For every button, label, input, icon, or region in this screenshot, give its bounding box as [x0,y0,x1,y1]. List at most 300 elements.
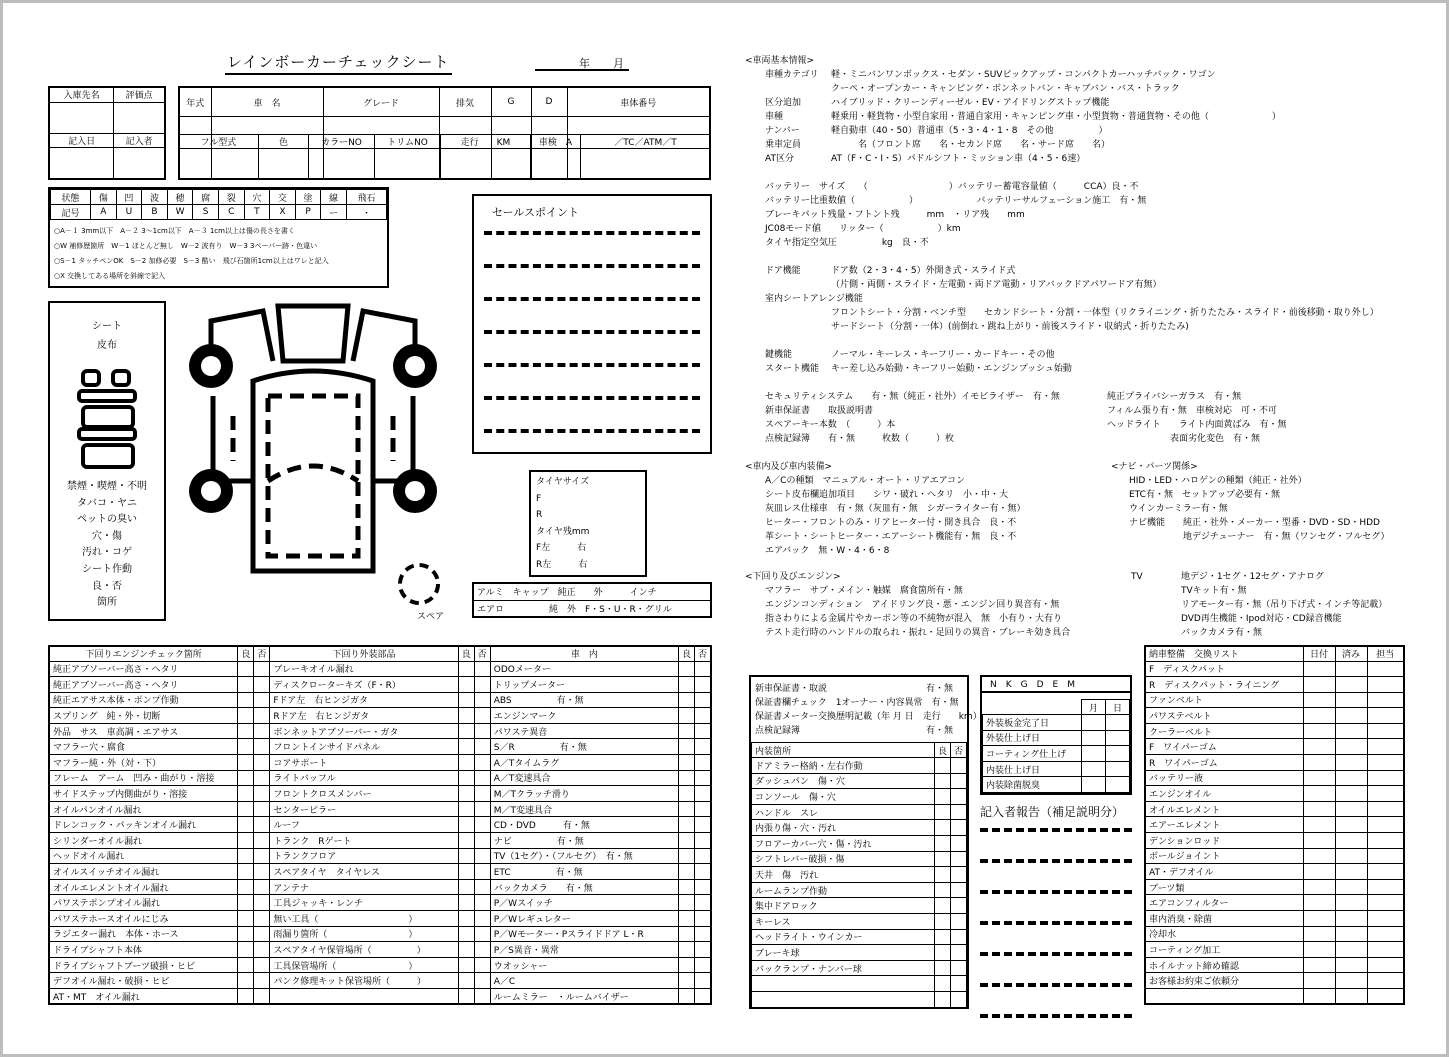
bad-box[interactable] [474,879,490,895]
done-box[interactable] [1335,661,1367,677]
staff-box[interactable] [1367,879,1404,895]
bad-box[interactable] [254,692,270,708]
good-box[interactable] [678,864,694,880]
mileage-field[interactable] [441,149,531,180]
done-box[interactable] [1335,770,1367,786]
day-box[interactable] [1106,761,1130,777]
interior-item [752,991,935,1007]
good-box[interactable] [238,911,254,927]
date-box[interactable] [1303,864,1335,880]
bad-box[interactable] [950,804,966,820]
bad-box[interactable] [254,911,270,927]
staff-box[interactable] [1367,895,1404,911]
good-box[interactable] [678,755,694,771]
good-box[interactable] [678,739,694,755]
good-box[interactable] [934,804,950,820]
trim-no-field[interactable] [375,149,441,180]
interior-item: ルームランプ作動 [752,882,935,898]
good-box[interactable] [678,708,694,724]
done-box[interactable] [1335,755,1367,771]
bad-box[interactable] [254,786,270,802]
good-box[interactable] [934,773,950,789]
good-box[interactable] [934,960,950,976]
good-box[interactable] [238,770,254,786]
bad-box[interactable] [694,848,711,864]
good-box[interactable] [934,758,950,774]
month-box[interactable] [1082,730,1106,746]
good-box[interactable] [238,786,254,802]
bad-box[interactable] [254,926,270,942]
write-line[interactable] [484,297,700,301]
bad-box[interactable] [950,867,966,883]
good-box[interactable] [238,817,254,833]
bad-box[interactable] [694,817,711,833]
bad-box[interactable] [254,879,270,895]
staff-box[interactable] [1367,817,1404,833]
bad-box[interactable] [254,755,270,771]
good-box[interactable] [934,945,950,961]
date-box[interactable] [1303,895,1335,911]
date-box[interactable] [1303,926,1335,942]
good-box[interactable] [238,833,254,849]
bad-box[interactable] [950,773,966,789]
staff-box[interactable] [1367,739,1404,755]
good-box[interactable] [238,973,254,989]
good-box[interactable] [458,957,474,973]
date-box[interactable] [1303,677,1335,693]
good-box[interactable] [934,913,950,929]
good-box[interactable] [934,898,950,914]
good-box[interactable] [458,692,474,708]
bad-box[interactable] [694,708,711,724]
good-box[interactable] [238,895,254,911]
bad-box[interactable] [950,991,966,1007]
staff-box[interactable] [1367,864,1404,880]
bad-box[interactable] [950,758,966,774]
good-box[interactable] [934,929,950,945]
bad-box[interactable] [474,848,490,864]
intake-field[interactable] [49,102,114,133]
bad-box[interactable] [694,755,711,771]
bad-box[interactable] [254,833,270,849]
bad-box[interactable] [694,864,711,880]
bad-box[interactable] [950,789,966,805]
good-box[interactable] [678,926,694,942]
bad-box[interactable] [254,957,270,973]
good-box[interactable] [238,723,254,739]
date-box[interactable] [1303,755,1335,771]
good-box[interactable] [458,661,474,677]
date-box[interactable] [1303,942,1335,958]
bad-box[interactable] [254,770,270,786]
transmission-label: ／TC／ATM／T [581,135,711,149]
date-box[interactable] [1303,661,1335,677]
good-box[interactable] [238,755,254,771]
good-box[interactable] [678,895,694,911]
day-box[interactable] [1106,777,1130,793]
good-box[interactable] [238,957,254,973]
good-box[interactable] [678,677,694,693]
bad-box[interactable] [694,879,711,895]
good-box[interactable] [458,817,474,833]
hood-outline [278,306,348,361]
inspection-field[interactable] [531,149,581,180]
date-box[interactable] [1303,739,1335,755]
good-box[interactable] [458,895,474,911]
bad-box[interactable] [694,801,711,817]
bad-box[interactable] [474,723,490,739]
staff-box[interactable] [1367,957,1404,973]
staff-box[interactable] [1367,677,1404,693]
good-box[interactable] [238,739,254,755]
bad-box[interactable] [474,755,490,771]
seat-label: ペットの臭い [77,514,137,526]
check-item: パワステホースオイルにじみ [49,911,238,927]
done-box[interactable] [1335,864,1367,880]
write-line[interactable] [484,231,700,235]
spare-label: スペア [417,612,445,622]
nkgdem-item: 外装仕上げ日 [983,730,1082,746]
write-line[interactable] [484,330,700,334]
sales-points-label: セールスポイント [492,206,580,219]
done-box[interactable] [1335,723,1367,739]
info-label: 鍵機能 [765,350,793,360]
bad-box[interactable] [254,708,270,724]
staff-box[interactable] [1367,770,1404,786]
bad-box[interactable] [694,833,711,849]
good-box[interactable] [678,817,694,833]
staff-box[interactable] [1367,911,1404,927]
good-box[interactable] [934,835,950,851]
good-box[interactable] [458,848,474,864]
code-cell: A [90,205,116,220]
date-box[interactable] [1303,879,1335,895]
write-line[interactable] [484,429,700,433]
tv-line: DVD再生機能・Ipod対応・CD録音機能 [1181,614,1342,624]
good-box[interactable] [458,755,474,771]
date-box[interactable] [1303,708,1335,724]
good-box[interactable] [934,882,950,898]
bad-box[interactable] [694,770,711,786]
good-box[interactable] [678,801,694,817]
bad-box[interactable] [474,692,490,708]
done-box[interactable] [1335,692,1367,708]
staff-box[interactable] [1367,708,1404,724]
date-box[interactable] [1303,911,1335,927]
good-box[interactable] [238,942,254,958]
done-box[interactable] [1335,988,1367,1004]
date-box[interactable] [1303,833,1335,849]
check-item: マフラー純・外（対・下） [49,755,238,771]
good-box[interactable] [678,848,694,864]
bad-box[interactable] [474,926,490,942]
good-box[interactable] [934,991,950,1007]
done-box[interactable] [1335,848,1367,864]
bad-box[interactable] [694,988,711,1004]
bad-box[interactable] [474,911,490,927]
done-box[interactable] [1335,911,1367,927]
info-value: AT（F・C・I・S）パドルシフト・ミッション車（4・5・6速） [831,154,1086,164]
bad-box[interactable] [474,957,490,973]
score-field[interactable] [114,102,165,133]
bad-box[interactable] [694,957,711,973]
good-box[interactable] [458,708,474,724]
good-box[interactable] [678,786,694,802]
bad-box[interactable] [474,864,490,880]
done-box[interactable] [1335,739,1367,755]
bad-box[interactable] [474,739,490,755]
good-box[interactable] [238,708,254,724]
bad-box[interactable] [474,833,490,849]
entry-date-field[interactable] [49,148,114,179]
good-box[interactable] [458,911,474,927]
bad-box[interactable] [694,926,711,942]
bad-box[interactable] [254,864,270,880]
done-box[interactable] [1335,833,1367,849]
good-box[interactable] [934,976,950,992]
bad-box[interactable] [254,801,270,817]
write-line[interactable] [484,396,700,400]
aero-row[interactable]: エアロ 純 外 F・S・U・R・グリル [473,600,711,617]
done-box[interactable] [1335,817,1367,833]
month-box[interactable] [1082,761,1106,777]
color-field[interactable] [259,149,309,180]
done-box[interactable] [1335,957,1367,973]
good-box[interactable] [678,833,694,849]
good-box[interactable] [458,801,474,817]
check-item: 工具ジャッキ・レンチ [270,895,458,911]
bad-box[interactable] [254,677,270,693]
bad-box[interactable] [254,723,270,739]
bad-box[interactable] [474,661,490,677]
good-box[interactable] [458,942,474,958]
bad-box[interactable] [694,677,711,693]
seat-label: 良・否 [92,580,122,592]
staff-box[interactable] [1367,692,1404,708]
good-box[interactable] [238,801,254,817]
interior-row [752,960,967,976]
good-box[interactable] [678,973,694,989]
day-box[interactable] [1106,746,1130,762]
good-box[interactable] [458,988,474,1004]
good-box[interactable] [934,867,950,883]
day-box[interactable] [1106,715,1130,731]
bad-box[interactable] [950,820,966,836]
bad-box[interactable] [474,817,490,833]
good-box[interactable] [238,926,254,942]
info-value: キー差し込み始動・キーフリー始動・エンジンプッシュ始動 [831,364,1072,374]
bad-box[interactable] [254,973,270,989]
bad-box[interactable] [950,851,966,867]
bad-box[interactable] [694,911,711,927]
good-box[interactable] [934,820,950,836]
good-box[interactable] [458,770,474,786]
full-model-field[interactable] [179,149,259,180]
bad-box[interactable] [474,677,490,693]
bad-box[interactable] [950,945,966,961]
staff-box[interactable] [1367,848,1404,864]
bad-box[interactable] [950,913,966,929]
bad-box[interactable] [694,973,711,989]
good-box[interactable] [678,692,694,708]
done-box[interactable] [1335,801,1367,817]
interior-line: ヒーター・フロントのみ・リアヒーター付・開き具合 良・不 [765,518,1017,528]
date-box[interactable] [1303,957,1335,973]
month-box[interactable] [1082,746,1106,762]
done-box[interactable] [1335,942,1367,958]
date-box[interactable] [1303,817,1335,833]
maintenance-row [1145,770,1404,786]
staff-box[interactable] [1367,942,1404,958]
done-box[interactable] [1335,708,1367,724]
bad-box[interactable] [254,988,270,1004]
write-line[interactable] [484,363,700,367]
good-box[interactable] [238,677,254,693]
bad-box[interactable] [950,898,966,914]
good-box[interactable] [458,973,474,989]
good-box[interactable] [678,911,694,927]
good-box[interactable] [678,988,694,1004]
done-box[interactable] [1335,786,1367,802]
color-no-field[interactable] [309,149,375,180]
info-label: ドア機能 [765,266,801,276]
bad-box[interactable] [950,882,966,898]
report-line[interactable] [980,859,1132,863]
entry-person-field[interactable] [114,148,165,179]
legend-line: ○S－1 タッチペンOK S－2 加修必要 S－3 酷い 飛び石箇所1cm以上はワレと記入 [54,257,329,265]
maintenance-item: 冷却水 [1145,926,1303,942]
good-box[interactable] [678,723,694,739]
good-box[interactable] [458,786,474,802]
good-box[interactable] [678,661,694,677]
car-diagram[interactable] [183,301,448,626]
good-box[interactable] [678,770,694,786]
good-box[interactable] [678,957,694,973]
good-box[interactable] [678,879,694,895]
bad-box[interactable] [694,786,711,802]
bad-box[interactable] [474,708,490,724]
good-box[interactable] [238,879,254,895]
maintenance-item: パワステベルト [1145,708,1303,724]
month-box[interactable] [1082,777,1106,793]
staff-box[interactable] [1367,973,1404,989]
staff-box[interactable] [1367,926,1404,942]
transmission-field[interactable] [581,149,711,180]
check-header-cell: 良 [678,646,694,661]
good-box[interactable] [934,789,950,805]
bad-box[interactable] [950,960,966,976]
bad-box[interactable] [694,739,711,755]
good-box[interactable] [238,692,254,708]
bad-box[interactable] [474,942,490,958]
staff-box[interactable] [1367,988,1404,1004]
bad-box[interactable] [254,739,270,755]
check-item: P／Wモーター・Pスライドドア L・R [490,926,678,942]
report-line[interactable] [980,952,1132,956]
bad-box[interactable] [254,817,270,833]
bad-box[interactable] [254,661,270,677]
bad-box[interactable] [474,770,490,786]
bad-box[interactable] [474,786,490,802]
good-box[interactable] [458,677,474,693]
staff-box[interactable] [1367,833,1404,849]
good-box[interactable] [934,851,950,867]
date-box[interactable] [1303,973,1335,989]
bad-box[interactable] [950,976,966,992]
report-line[interactable] [980,828,1132,832]
done-box[interactable] [1335,926,1367,942]
report-line[interactable] [980,1014,1132,1018]
report-line[interactable] [980,921,1132,925]
bad-box[interactable] [950,929,966,945]
good-box[interactable] [238,988,254,1004]
staff-box[interactable] [1367,723,1404,739]
date-box[interactable] [1303,723,1335,739]
info-value: ドア数（2・3・4・5）外開き式・スライド式 [831,266,1016,276]
good-box[interactable] [458,739,474,755]
bad-box[interactable] [950,835,966,851]
bad-box[interactable] [254,848,270,864]
bad-box[interactable] [474,988,490,1004]
staff-box[interactable] [1367,755,1404,771]
done-box[interactable] [1335,895,1367,911]
done-box[interactable] [1335,677,1367,693]
good-box[interactable] [458,926,474,942]
report-line[interactable] [980,890,1132,894]
month-box[interactable] [1082,715,1106,731]
report-title: 記入者報告（補足説明分） [980,805,1125,819]
staff-box[interactable] [1367,786,1404,802]
bad-box[interactable] [694,942,711,958]
good-box[interactable] [238,661,254,677]
status-cell: 傷 [90,190,116,205]
staff-box[interactable] [1367,661,1404,677]
date-box[interactable] [1303,786,1335,802]
good-box[interactable] [458,723,474,739]
date-box[interactable] [1303,801,1335,817]
date-box[interactable] [1303,848,1335,864]
good-box[interactable] [678,942,694,958]
bad-box[interactable] [474,895,490,911]
bad-box[interactable] [694,895,711,911]
good-box[interactable] [238,864,254,880]
day-box[interactable] [1106,730,1130,746]
security-line: 点検記録簿 有・無 枚数（ ）枚 [765,434,955,444]
bad-box[interactable] [694,692,711,708]
bad-box[interactable] [254,942,270,958]
date-box[interactable] [1303,692,1335,708]
bad-box[interactable] [474,973,490,989]
status-cell: 凹 [116,190,142,205]
done-box[interactable] [1335,879,1367,895]
bad-box[interactable] [694,723,711,739]
good-box[interactable] [458,833,474,849]
date-box[interactable] [1303,988,1335,1004]
bad-box[interactable] [474,801,490,817]
report-line[interactable] [980,983,1132,987]
good-box[interactable] [238,848,254,864]
date-box[interactable] [1303,770,1335,786]
check-item: ABS 有・無 [490,692,678,708]
staff-box[interactable] [1367,801,1404,817]
bad-box[interactable] [694,661,711,677]
good-box[interactable] [458,879,474,895]
wheel-row[interactable]: アルミ キャップ 純正 外 インチ [473,583,711,600]
done-box[interactable] [1335,973,1367,989]
write-line[interactable] [484,264,700,268]
bad-box[interactable] [254,895,270,911]
good-box[interactable] [458,864,474,880]
